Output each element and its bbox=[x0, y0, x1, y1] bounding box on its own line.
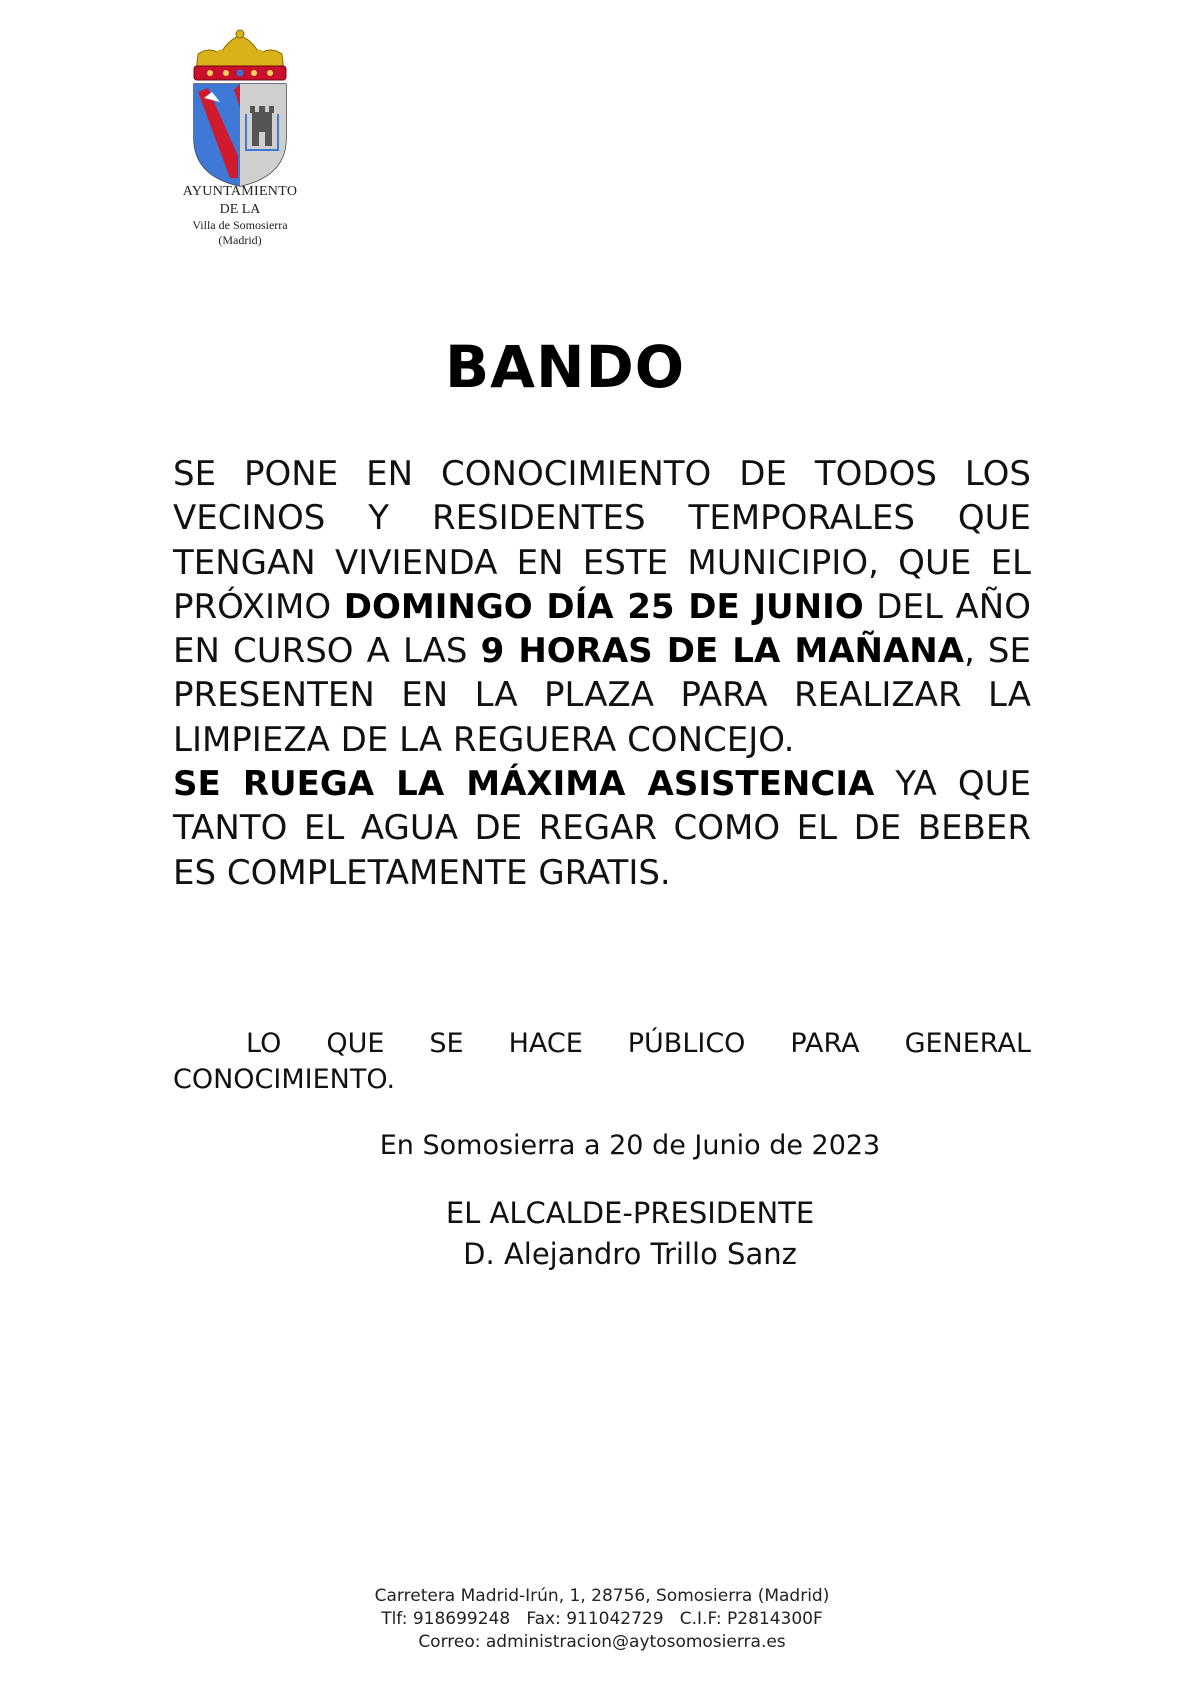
signatory-role: EL ALCALDE-PRESIDENTE bbox=[445, 1196, 815, 1230]
event-time: 9 HORAS DE LA MAÑANA bbox=[480, 631, 965, 672]
org-name-line3: Villa de Somosierra bbox=[192, 218, 288, 232]
body-text-segment: , SE PRESENTEN EN LA PLAZA PARA REALIZAR LA LIMPIEZA DE LA REGUERA CONCEJO. bbox=[173, 631, 1031, 760]
public-notice: LO QUE SE HACE PÚBLICO PARA GENERAL CONOCIMIENTO. bbox=[173, 1028, 1031, 1095]
contact-footer bbox=[0, 1585, 1200, 1654]
body-text-segment: YA QUE TANTO EL AGUA DE REGAR COMO EL DE BEBER ES COMPLETAMENTE GRATIS. bbox=[173, 764, 1031, 893]
event-date: DOMINGO DÍA 25 DE JUNIO bbox=[343, 586, 864, 627]
page-title: BANDO bbox=[444, 333, 686, 401]
coat-of-arms-icon bbox=[190, 28, 290, 188]
notice-paragraph-1 bbox=[173, 452, 1031, 762]
org-name-line1: AYUNTAMIENTO bbox=[182, 184, 298, 199]
org-name-line2: DE LA bbox=[219, 201, 261, 217]
footer-email: Correo: administracion@aytosomosierra.es bbox=[418, 1632, 786, 1652]
municipality-header bbox=[150, 183, 330, 248]
body-text-segment: SE PONE EN CONOCIMIENTO DE TODOS LOS VECINOS Y RESIDENTES TEMPORALES QUE TENGAN VIVIENDA EN ESTE MUNICIPIO, QUE EL PRÓXIMO bbox=[173, 454, 1031, 627]
attendance-request: SE RUEGA LA MÁXIMA ASISTENCIA bbox=[173, 764, 875, 805]
signatory-name: D. Alejandro Trillo Sanz bbox=[463, 1237, 797, 1271]
footer-address: Carretera Madrid-Irún, 1, 28756, Somosierra (Madrid) bbox=[374, 1586, 830, 1606]
body-text-segment: DEL AÑO EN CURSO A LAS bbox=[173, 586, 1031, 672]
footer-phones: Tlf: 918699248 Fax: 911042729 C.I.F: P2814300F bbox=[381, 1609, 823, 1629]
org-name-line4: (Madrid) bbox=[218, 233, 262, 247]
notice-body bbox=[173, 452, 1031, 895]
date-line: En Somosierra a 20 de Junio de 2023 bbox=[379, 1130, 881, 1161]
notice-paragraph-2 bbox=[173, 762, 1031, 895]
signature-block bbox=[0, 1193, 1200, 1275]
